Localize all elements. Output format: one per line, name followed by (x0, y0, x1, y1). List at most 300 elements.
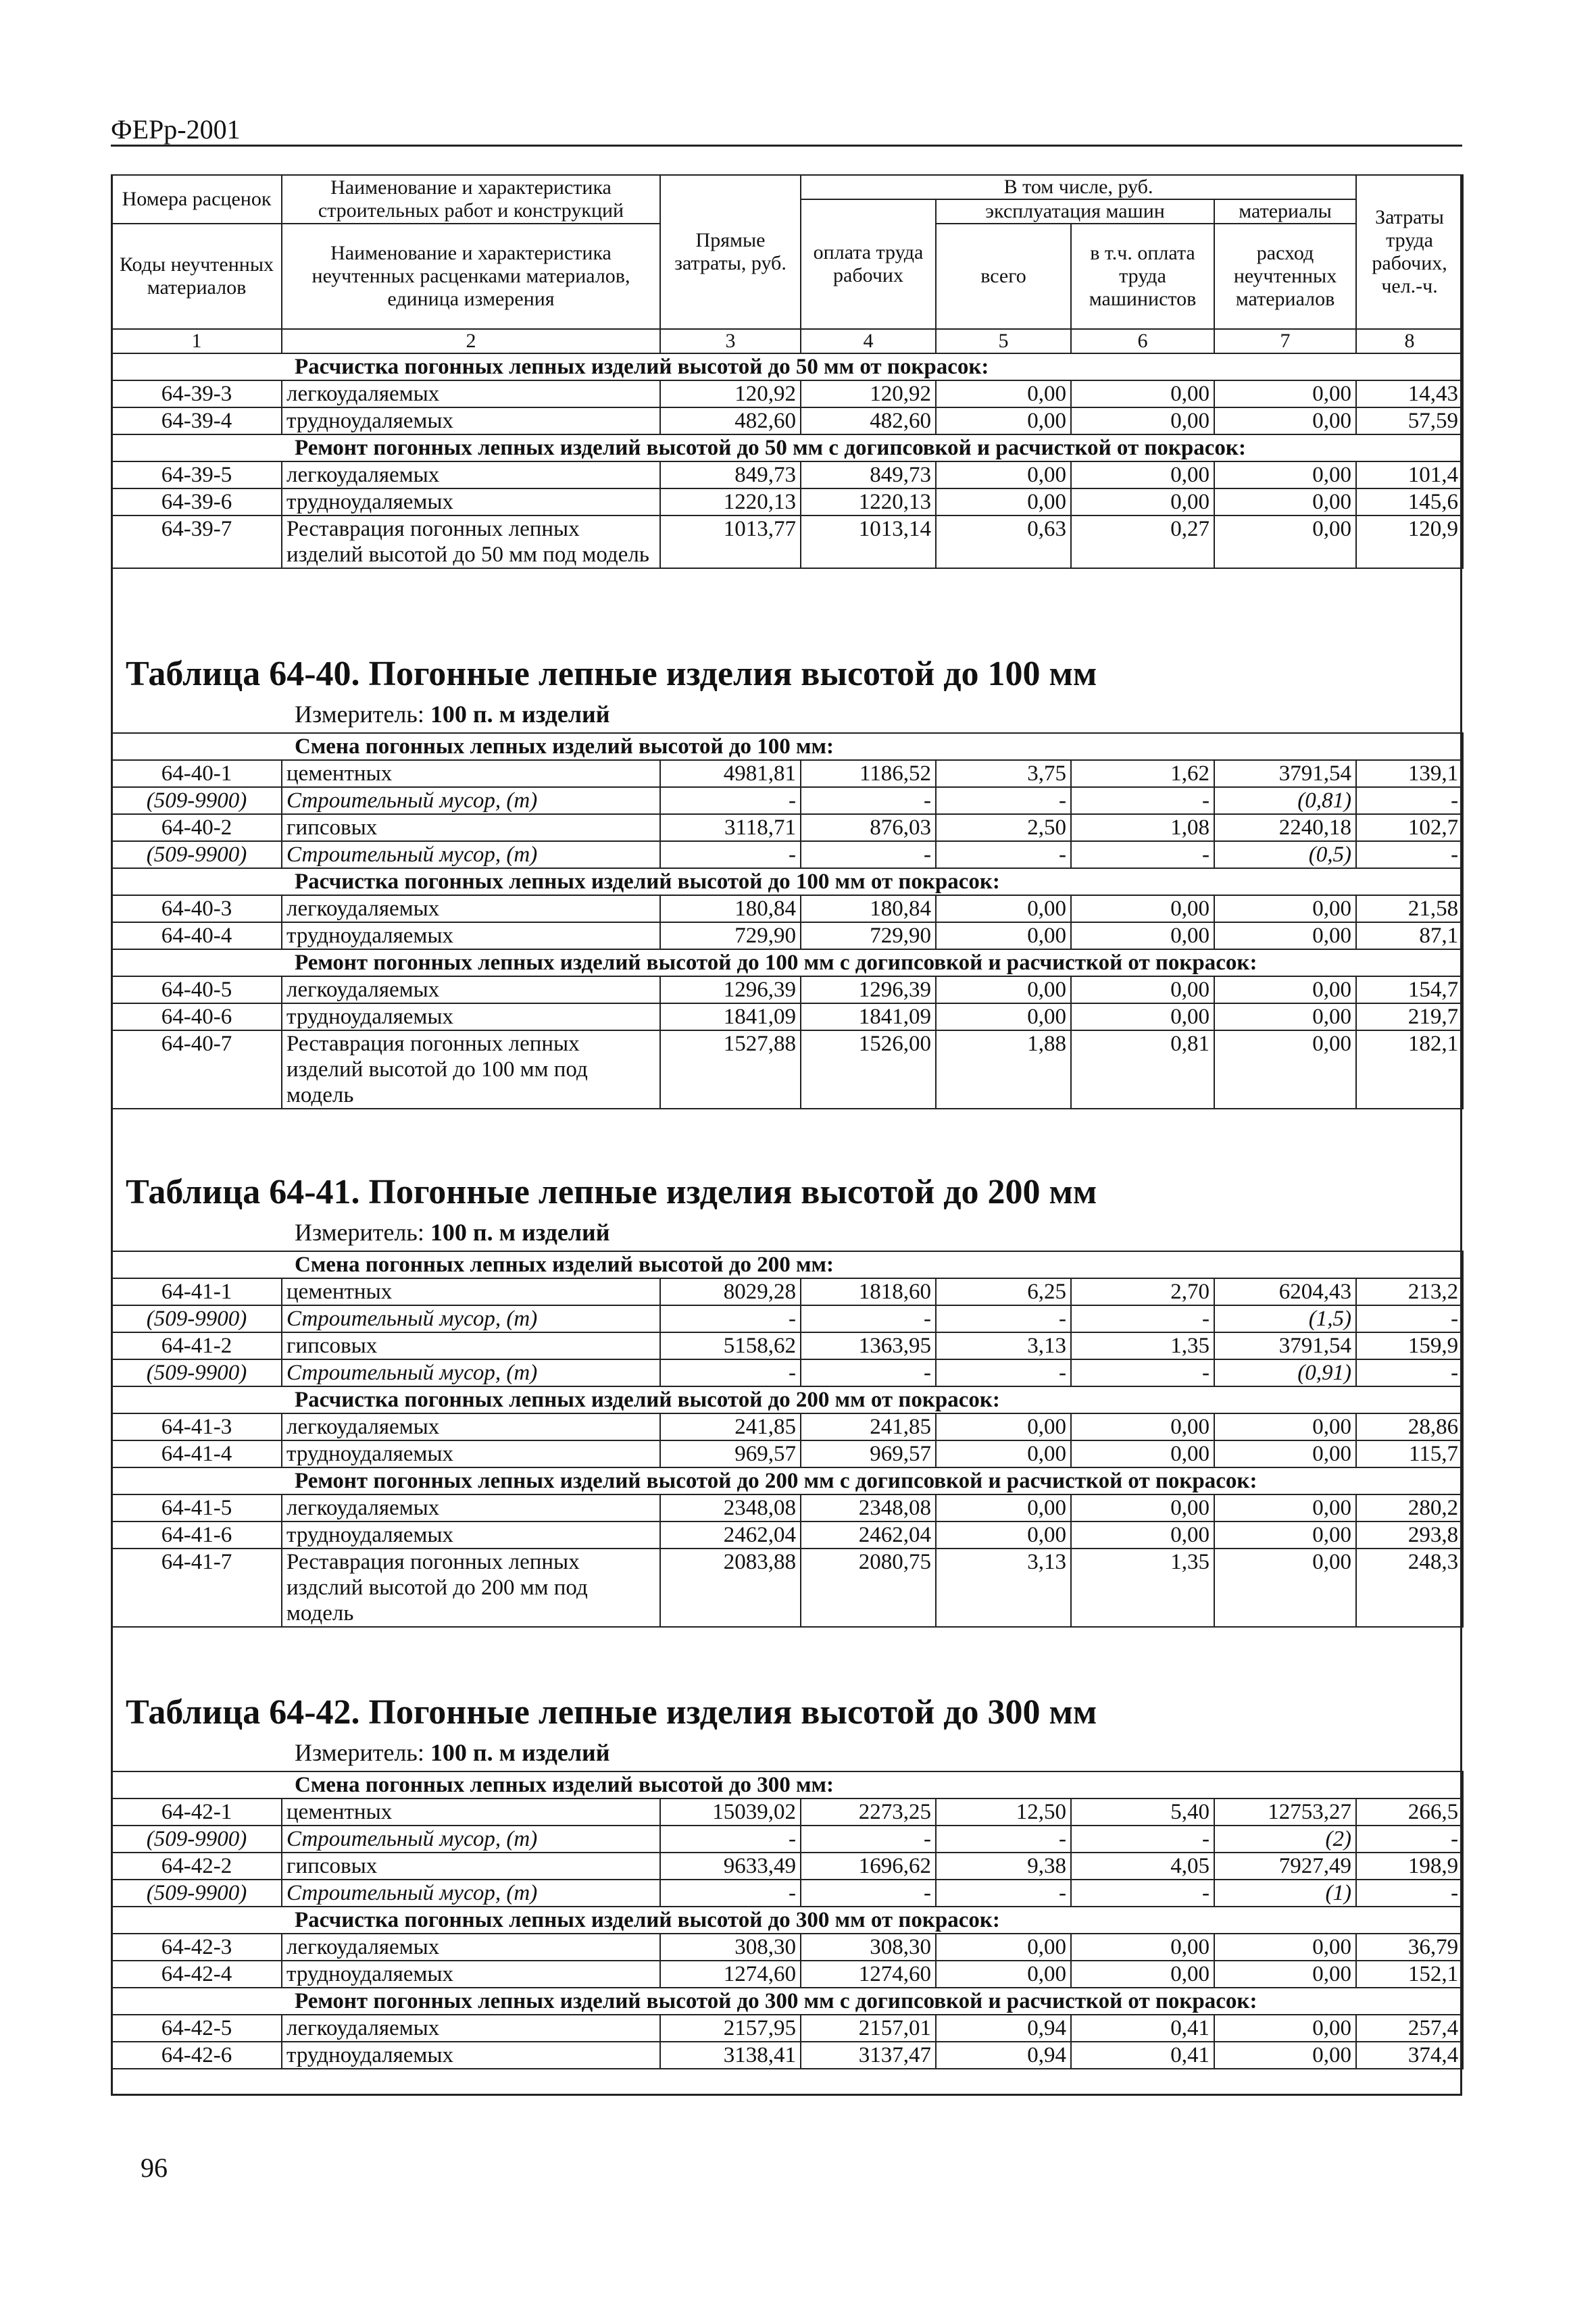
table-row (111, 1853, 1463, 1880)
value-cell: 2348,08 (660, 1494, 801, 1521)
value-cell: - (936, 1305, 1071, 1332)
value-cell: 28,86 (1356, 1413, 1463, 1440)
value-cell: 293,8 (1356, 1521, 1463, 1549)
value-cell: 159,9 (1356, 1332, 1463, 1359)
value-cell: 308,30 (801, 1934, 936, 1961)
section-row (111, 1771, 1463, 1799)
work-name: легкоудаляемых (282, 380, 660, 407)
value-cell: 36,79 (1356, 1934, 1463, 1961)
value-cell: 1,35 (1071, 1549, 1214, 1627)
value-cell: 0,00 (1071, 461, 1214, 488)
work-name: легкоудаляемых (282, 1494, 660, 1521)
value-cell: 248,3 (1356, 1549, 1463, 1627)
measure-label: Измеритель: (295, 1739, 424, 1766)
rate-code: 64-39-4 (111, 407, 282, 434)
value-cell: 0,00 (936, 1521, 1071, 1549)
value-cell: (0,91) (1214, 1359, 1356, 1386)
table-row (111, 515, 1463, 568)
rate-code: 64-42-3 (111, 1934, 282, 1961)
value-cell: 180,84 (801, 895, 936, 922)
section-row (111, 1467, 1463, 1494)
work-name: гипсовых (282, 1332, 660, 1359)
work-name: гипсовых (282, 814, 660, 841)
value-cell: 1526,00 (801, 1030, 936, 1109)
work-name: легкоудаляемых (282, 1934, 660, 1961)
col-num: 4 (801, 329, 936, 353)
value-cell: 849,73 (801, 461, 936, 488)
value-cell: 241,85 (801, 1413, 936, 1440)
section-heading: Ремонт погонных лепных изделий высотой до 300 мм с догипсовкой и расчисткой от покрасок: (111, 1988, 1463, 2015)
value-cell: 374,4 (1356, 2042, 1463, 2069)
table-row (111, 760, 1463, 787)
table-row (111, 407, 1463, 434)
work-name: легкоудаляемых (282, 2015, 660, 2042)
value-cell: 6204,43 (1214, 1278, 1356, 1305)
value-cell: 241,85 (660, 1413, 801, 1440)
value-cell: 139,1 (1356, 760, 1463, 787)
value-cell: 15039,02 (660, 1799, 801, 1826)
col-num: 8 (1356, 329, 1463, 353)
table-row (111, 1494, 1463, 1521)
section-heading: Расчистка погонных лепных изделий высотой до 100 мм от покрасок: (111, 868, 1463, 895)
value-cell: 0,00 (1071, 1413, 1214, 1440)
value-cell: 3791,54 (1214, 1332, 1356, 1359)
value-cell: 876,03 (801, 814, 936, 841)
value-cell: 5158,62 (660, 1332, 801, 1359)
value-cell: 0,94 (936, 2015, 1071, 2042)
value-cell: 1,08 (1071, 814, 1214, 841)
material-code: (509-9900) (111, 1880, 282, 1907)
col-num: 7 (1214, 329, 1356, 353)
col-num: 3 (660, 329, 801, 353)
work-name: легкоудаляемых (282, 461, 660, 488)
work-name: легкоудаляемых (282, 976, 660, 1003)
value-cell: - (1071, 787, 1214, 814)
table-row (111, 2042, 1463, 2069)
value-cell: 0,00 (936, 1440, 1071, 1467)
table-row (111, 1003, 1463, 1030)
col-head-materials: материалы (1214, 199, 1356, 224)
work-name: легкоудаляемых (282, 1413, 660, 1440)
rate-code: 64-40-3 (111, 895, 282, 922)
material-code: (509-9900) (111, 787, 282, 814)
rate-code: 64-40-4 (111, 922, 282, 949)
table-row (111, 1278, 1463, 1305)
value-cell: 0,00 (1071, 1934, 1214, 1961)
value-cell: - (936, 1880, 1071, 1907)
page-number: 96 (141, 2153, 168, 2183)
col-num: 1 (111, 329, 282, 353)
value-cell: 21,58 (1356, 895, 1463, 922)
value-cell: 0,00 (1214, 1413, 1356, 1440)
work-name: цементных (282, 1799, 660, 1826)
col-num: 6 (1071, 329, 1214, 353)
value-cell: 1696,62 (801, 1853, 936, 1880)
value-cell: 1220,13 (660, 488, 801, 515)
value-cell: - (660, 1305, 801, 1332)
value-cell: (2) (1214, 1826, 1356, 1853)
rate-code: 64-42-4 (111, 1961, 282, 1988)
value-cell: 2,50 (936, 814, 1071, 841)
value-cell: 6,25 (936, 1278, 1071, 1305)
rate-code: 64-41-4 (111, 1440, 282, 1467)
value-cell: 0,00 (1214, 407, 1356, 434)
value-cell: 152,1 (1356, 1961, 1463, 1988)
work-name: Реставрация погонных лепных издслий высотой до 200 мм под модель (282, 1549, 660, 1627)
rate-code: 64-40-6 (111, 1003, 282, 1030)
value-cell: 0,63 (936, 515, 1071, 568)
col-head-mach-wages: в т.ч. оплата труда машинистов (1071, 224, 1214, 329)
value-cell: - (660, 787, 801, 814)
value-cell: 145,6 (1356, 488, 1463, 515)
value-cell: 0,00 (1214, 1030, 1356, 1109)
material-name: Строительный мусор, (т) (282, 787, 660, 814)
value-cell: 115,7 (1356, 1440, 1463, 1467)
value-cell: 0,00 (1214, 1494, 1356, 1521)
section-heading: Смена погонных лепных изделий высотой до 200 мм: (111, 1251, 1463, 1278)
value-cell: 0,00 (936, 380, 1071, 407)
value-cell: 102,7 (1356, 814, 1463, 841)
value-cell: 0,00 (1071, 488, 1214, 515)
col-head-incl: В том числе, руб. (801, 175, 1356, 199)
value-cell: 0,00 (1214, 922, 1356, 949)
value-cell: 280,2 (1356, 1494, 1463, 1521)
value-cell: 0,00 (1214, 1934, 1356, 1961)
value-cell: - (1356, 1826, 1463, 1853)
value-cell: 0,00 (1071, 922, 1214, 949)
value-cell: 266,5 (1356, 1799, 1463, 1826)
measure-value: 100 п. м изделий (430, 1219, 610, 1246)
value-cell: 1818,60 (801, 1278, 936, 1305)
value-cell: 1,62 (1071, 760, 1214, 787)
section-heading: Ремонт погонных лепных изделий высотой до 50 мм с догипсовкой и расчисткой от покрасок: (111, 434, 1463, 461)
value-cell: 0,41 (1071, 2015, 1214, 2042)
value-cell: 2462,04 (801, 1521, 936, 1549)
material-code: (509-9900) (111, 1305, 282, 1332)
table-row (111, 1440, 1463, 1467)
table-row (111, 461, 1463, 488)
measure-label: Измеритель: (295, 701, 424, 728)
column-numbers-row (111, 329, 1463, 353)
material-name: Строительный мусор, (т) (282, 1359, 660, 1386)
table-row (111, 1332, 1463, 1359)
table-row (111, 841, 1463, 868)
value-cell: 3,13 (936, 1332, 1071, 1359)
table-row (111, 488, 1463, 515)
table-64-41-measure (295, 1218, 610, 1247)
rate-code: 64-41-6 (111, 1521, 282, 1549)
table-row (111, 895, 1463, 922)
value-cell: 1013,77 (660, 515, 801, 568)
value-cell: 1186,52 (801, 760, 936, 787)
section-row (111, 1386, 1463, 1413)
value-cell: 849,73 (660, 461, 801, 488)
value-cell: 0,00 (1214, 1440, 1356, 1467)
value-cell: 219,7 (1356, 1003, 1463, 1030)
section-row (111, 1988, 1463, 2015)
value-cell: 2080,75 (801, 1549, 936, 1627)
value-cell: 0,00 (1214, 1003, 1356, 1030)
table-64-42-measure (295, 1738, 610, 1767)
header-rule (111, 145, 1462, 147)
work-name: трудноудаляемых (282, 488, 660, 515)
rate-code: 64-40-5 (111, 976, 282, 1003)
table-row (111, 1934, 1463, 1961)
value-cell: 0,00 (1214, 488, 1356, 515)
value-cell: - (801, 1305, 936, 1332)
value-cell: 182,1 (1356, 1030, 1463, 1109)
col-head-direct-costs: Прямые затраты, руб. (660, 175, 801, 329)
material-name: Строительный мусор, (т) (282, 1305, 660, 1332)
value-cell: (1) (1214, 1880, 1356, 1907)
material-name: Строительный мусор, (т) (282, 1826, 660, 1853)
value-cell: 2348,08 (801, 1494, 936, 1521)
rate-code: 64-40-2 (111, 814, 282, 841)
col-head-name-b: Наименование и характеристика неучтенных расценками материалов, единица измерения (282, 224, 660, 329)
measure-value: 100 п. м изделий (430, 701, 610, 728)
value-cell: - (1071, 841, 1214, 868)
material-name: Строительный мусор, (т) (282, 841, 660, 868)
value-cell: 120,9 (1356, 515, 1463, 568)
measure-value: 100 п. м изделий (430, 1739, 610, 1766)
value-cell: - (660, 1826, 801, 1853)
value-cell: 0,94 (936, 2042, 1071, 2069)
table-row (111, 787, 1463, 814)
rate-code: 64-39-6 (111, 488, 282, 515)
value-cell: - (936, 787, 1071, 814)
value-cell: 0,41 (1071, 2042, 1214, 2069)
value-cell: 0,00 (1214, 380, 1356, 407)
table-64-42-title: Таблица 64-42. Погонные лепные изделия высотой до 300 мм (126, 1693, 1097, 1732)
value-cell: - (936, 1359, 1071, 1386)
value-cell: 0,00 (1214, 895, 1356, 922)
table-row (111, 1413, 1463, 1440)
value-cell: - (660, 841, 801, 868)
work-name: цементных (282, 1278, 660, 1305)
table-row (111, 922, 1463, 949)
value-cell: 0,00 (936, 895, 1071, 922)
value-cell: 2462,04 (660, 1521, 801, 1549)
section-row (111, 1251, 1463, 1278)
value-cell: 1220,13 (801, 488, 936, 515)
value-cell: - (1356, 1880, 1463, 1907)
col-head-labor: Затраты труда рабочих, чел.-ч. (1356, 175, 1463, 329)
value-cell: 4981,81 (660, 760, 801, 787)
table-row (111, 1359, 1463, 1386)
value-cell: 0,00 (1214, 976, 1356, 1003)
value-cell: 0,00 (1071, 407, 1214, 434)
value-cell: 0,00 (1071, 1961, 1214, 1988)
value-cell: 3137,47 (801, 2042, 936, 2069)
work-name: Реставрация погонных лепных изделий высотой до 100 мм под модель (282, 1030, 660, 1109)
work-name: трудноудаляемых (282, 1521, 660, 1549)
value-cell: 0,00 (936, 1934, 1071, 1961)
value-cell: - (801, 1826, 936, 1853)
value-cell: 257,4 (1356, 2015, 1463, 2042)
value-cell: 0,00 (936, 1003, 1071, 1030)
value-cell: 2083,88 (660, 1549, 801, 1627)
rate-code: 64-39-3 (111, 380, 282, 407)
value-cell: 969,57 (660, 1440, 801, 1467)
value-cell: 0,00 (1214, 2015, 1356, 2042)
value-cell: 1841,09 (801, 1003, 936, 1030)
value-cell: 0,00 (1214, 1549, 1356, 1627)
column-header-table (111, 174, 1464, 354)
value-cell: 3118,71 (660, 814, 801, 841)
rate-code: 64-41-3 (111, 1413, 282, 1440)
work-name: трудноудаляемых (282, 1961, 660, 1988)
value-cell: - (1356, 787, 1463, 814)
section-heading: Ремонт погонных лепных изделий высотой до 100 мм с догипсовкой и расчисткой от покрасок: (111, 949, 1463, 976)
value-cell: 3,13 (936, 1549, 1071, 1627)
rate-code: 64-42-5 (111, 2015, 282, 2042)
work-name: трудноудаляемых (282, 407, 660, 434)
value-cell: - (1071, 1305, 1214, 1332)
work-name: гипсовых (282, 1853, 660, 1880)
rate-code: 64-41-7 (111, 1549, 282, 1627)
value-cell: 0,00 (936, 488, 1071, 515)
value-cell: 0,00 (936, 461, 1071, 488)
value-cell: 2157,95 (660, 2015, 801, 2042)
work-name: легкоудаляемых (282, 895, 660, 922)
value-cell: 2,70 (1071, 1278, 1214, 1305)
table-64-41-body (111, 1251, 1464, 1628)
table-64-40-measure (295, 700, 610, 728)
value-cell: 482,60 (801, 407, 936, 434)
table-row (111, 1305, 1463, 1332)
table-row (111, 814, 1463, 841)
section-heading: Смена погонных лепных изделий высотой до 100 мм: (111, 733, 1463, 760)
value-cell: 0,00 (1214, 1521, 1356, 1549)
section-row (111, 1907, 1463, 1934)
value-cell: - (1356, 1305, 1463, 1332)
value-cell: - (660, 1880, 801, 1907)
value-cell: 14,43 (1356, 380, 1463, 407)
table-row (111, 976, 1463, 1003)
value-cell: 1,35 (1071, 1332, 1214, 1359)
table-row (111, 1030, 1463, 1109)
table-row (111, 1880, 1463, 1907)
rate-code: 64-39-5 (111, 461, 282, 488)
value-cell: 1274,60 (801, 1961, 936, 1988)
value-cell: - (1356, 1359, 1463, 1386)
value-cell: 0,00 (1071, 380, 1214, 407)
table-64-42-body (111, 1771, 1464, 2069)
value-cell: 1296,39 (801, 976, 936, 1003)
col-head-mach-total: всего (936, 224, 1071, 329)
table-64-39-body (111, 353, 1464, 569)
value-cell: - (801, 841, 936, 868)
value-cell: - (1071, 1826, 1214, 1853)
col-head-wages: оплата труда рабочих (801, 199, 936, 329)
value-cell: 0,00 (1214, 515, 1356, 568)
material-code: (509-9900) (111, 1359, 282, 1386)
measure-label: Измеритель: (295, 1219, 424, 1246)
value-cell: 2273,25 (801, 1799, 936, 1826)
value-cell: 1,88 (936, 1030, 1071, 1109)
table-row (111, 1826, 1463, 1853)
section-heading: Расчистка погонных лепных изделий высотой до 300 мм от покрасок: (111, 1907, 1463, 1934)
value-cell: 0,00 (1214, 1961, 1356, 1988)
value-cell: 2157,01 (801, 2015, 936, 2042)
value-cell: (0,5) (1214, 841, 1356, 868)
material-code: (509-9900) (111, 1826, 282, 1853)
work-name: трудноудаляемых (282, 1440, 660, 1467)
rate-code: 64-40-1 (111, 760, 282, 787)
value-cell: - (660, 1359, 801, 1386)
value-cell: 180,84 (660, 895, 801, 922)
value-cell: 0,00 (1071, 1003, 1214, 1030)
value-cell: 3791,54 (1214, 760, 1356, 787)
work-name: трудноудаляемых (282, 922, 660, 949)
value-cell: 0,00 (936, 1413, 1071, 1440)
value-cell: 87,1 (1356, 922, 1463, 949)
rate-code: 64-39-7 (111, 515, 282, 568)
col-num: 5 (936, 329, 1071, 353)
value-cell: 120,92 (660, 380, 801, 407)
value-cell: - (801, 1880, 936, 1907)
value-cell: 0,00 (1071, 1494, 1214, 1521)
section-row (111, 733, 1463, 760)
section-heading: Смена погонных лепных изделий высотой до 300 мм: (111, 1771, 1463, 1799)
value-cell: 0,00 (1071, 1521, 1214, 1549)
rate-code: 64-42-2 (111, 1853, 282, 1880)
section-row (111, 353, 1463, 380)
value-cell: 12,50 (936, 1799, 1071, 1826)
value-cell: - (936, 1826, 1071, 1853)
value-cell: 213,2 (1356, 1278, 1463, 1305)
value-cell: 1841,09 (660, 1003, 801, 1030)
value-cell: 9633,49 (660, 1853, 801, 1880)
work-name: трудноудаляемых (282, 1003, 660, 1030)
col-num: 2 (282, 329, 660, 353)
table-64-40-title: Таблица 64-40. Погонные лепные изделия высотой до 100 мм (126, 655, 1097, 693)
document-header: ФЕРр-2001 (111, 114, 241, 145)
rate-code: 64-42-1 (111, 1799, 282, 1826)
col-head-codes-a: Номера расценок (111, 175, 282, 224)
value-cell: 0,00 (1071, 895, 1214, 922)
value-cell: - (801, 1359, 936, 1386)
section-row (111, 868, 1463, 895)
table-64-40-body (111, 732, 1464, 1109)
value-cell: 7927,49 (1214, 1853, 1356, 1880)
material-name: Строительный мусор, (т) (282, 1880, 660, 1907)
value-cell: 0,00 (1214, 461, 1356, 488)
value-cell: 12753,27 (1214, 1799, 1356, 1826)
value-cell: 0,00 (936, 922, 1071, 949)
table-row (111, 1521, 1463, 1549)
value-cell: 0,00 (936, 1494, 1071, 1521)
rate-code: 64-41-5 (111, 1494, 282, 1521)
value-cell: 308,30 (660, 1934, 801, 1961)
value-cell: 3,75 (936, 760, 1071, 787)
table-row (111, 1549, 1463, 1627)
value-cell: 729,90 (801, 922, 936, 949)
value-cell: 198,9 (1356, 1853, 1463, 1880)
value-cell: 1274,60 (660, 1961, 801, 1988)
col-head-name-a: Наименование и характеристика строительных работ и конструкций (282, 175, 660, 224)
value-cell: 0,81 (1071, 1030, 1214, 1109)
value-cell: 120,92 (801, 380, 936, 407)
work-name: трудноудаляемых (282, 2042, 660, 2069)
work-name: цементных (282, 760, 660, 787)
table-row (111, 1799, 1463, 1826)
value-cell: 9,38 (936, 1853, 1071, 1880)
rate-code: 64-42-6 (111, 2042, 282, 2069)
section-heading: Ремонт погонных лепных изделий высотой до 200 мм с догипсовкой и расчисткой от покрасок: (111, 1467, 1463, 1494)
value-cell: 1296,39 (660, 976, 801, 1003)
rate-code: 64-41-1 (111, 1278, 282, 1305)
